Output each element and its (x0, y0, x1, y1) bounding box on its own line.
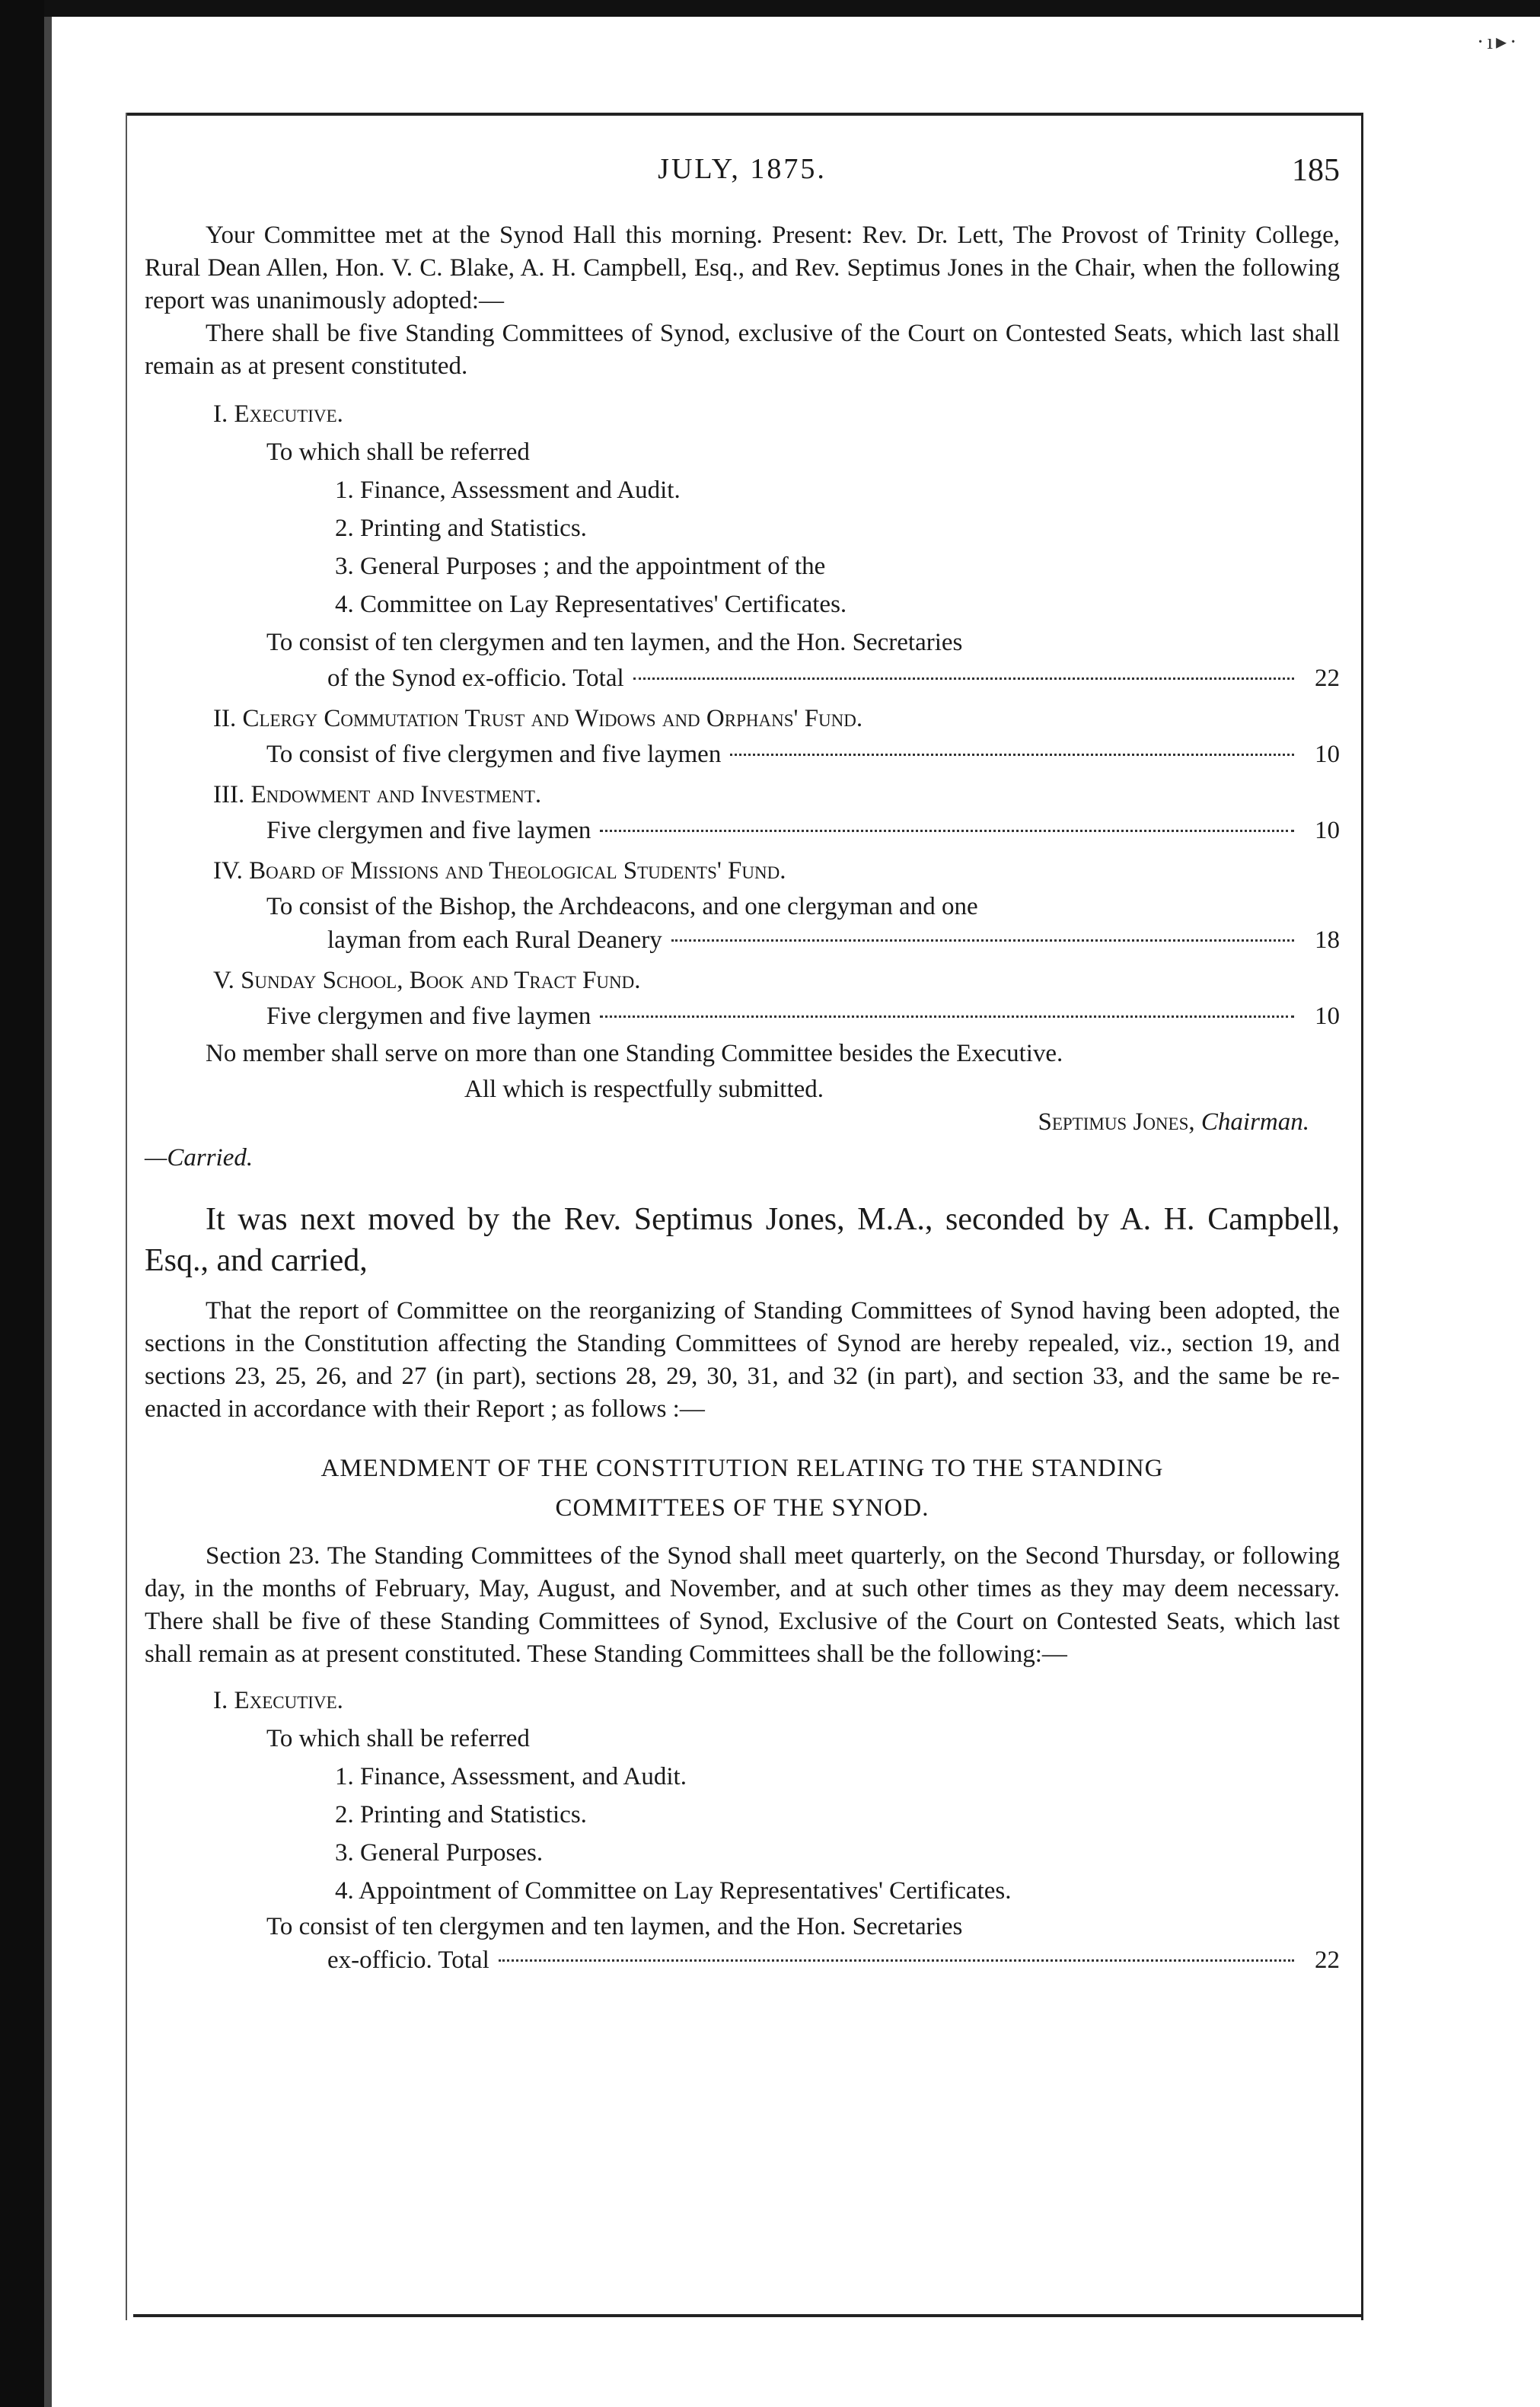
total-value: 10 (1315, 1003, 1340, 1030)
scan-top-edge (30, 0, 1540, 17)
consist-line: To consist of ten clergymen and ten laymen, and the Hon. Secretaries (266, 629, 963, 656)
amendment-heading-line-2: COMMITTEES OF THE SYNOD. (555, 1494, 929, 1522)
report-section-clergy-commutation (145, 700, 1340, 771)
standing-committees-paragraph: There shall be five Standing Committees of Synod, exclusive of the Court on Contested Seats, which last shall remain as at present constituted. (145, 320, 1340, 380)
list-item: 4. Committee on Lay Representatives' Certificates. (335, 591, 847, 618)
section-ref: To which shall be referred (266, 438, 530, 466)
list-item: 4. Appointment of Committee on Lay Representatives' Certificates. (335, 1877, 1012, 1905)
total-line: To consist of five clergymen and five laymen 10 (145, 738, 1340, 771)
total-line: Five clergymen and five laymen 10 (145, 814, 1340, 847)
total-value: 18 (1315, 926, 1340, 954)
consist-line: To consist of ten clergymen and ten laymen, and the Hon. Secretaries (266, 1913, 963, 1940)
report-section-board-of-missions (145, 852, 1340, 957)
section-title: V. Sunday School, Book and Tract Fund. (213, 967, 641, 994)
consist-line: To consist of the Bishop, the Archdeacons, and one clergyman and one (266, 893, 978, 920)
signature-role: Chairman. (1200, 1108, 1309, 1136)
amendment-section-executive (145, 1682, 1340, 1977)
section-title: I. Executive. (213, 400, 343, 428)
signature-name: Septimus Jones, (1038, 1108, 1195, 1136)
scan-speck: ·ı▸· (1477, 30, 1520, 54)
resolution-paragraph: That the report of Committee on the reorganizing of Standing Committees of Synod having been adopted, the sections in the Constitution affecting the Standing Committees of Synod are hereby repealed, viz., section 19, and sections 23, 25, 26, and 27 (in part), sections 28, 29, 30, 31, and 32 (in part), and section 33, and the same be re-enacted in accordance with their Report ; as follows :— (145, 1297, 1340, 1423)
section-23-paragraph: Section 23. The Standing Committees of the Synod shall meet quarterly, on the Second Thursday, or following day, in the months of February, May, August, and November, and at such other times as they may deem necessary. There shall be five of these Standing Committees of Synod, Exclusive of the Court on Contested Seats, which last shall remain as at present constituted. These Standing Committees shall be the following:— (145, 1542, 1340, 1668)
total-value: 10 (1315, 817, 1340, 844)
section-title: I. Executive. (213, 1687, 343, 1714)
scan-binding-edge (0, 0, 44, 2407)
list-item: 2. Printing and Statistics. (335, 1801, 587, 1828)
report-section-sunday-school (145, 961, 1340, 1033)
list-item: 3. General Purposes ; and the appointment of the (335, 553, 826, 580)
list-item: 1. Finance, Assessment, and Audit. (335, 1763, 687, 1790)
list-item: 2. Printing and Statistics. (335, 515, 587, 542)
report-section-executive (145, 395, 1340, 695)
carried-note: —Carried. (145, 1144, 253, 1172)
list-item: 3. General Purposes. (335, 1839, 544, 1867)
page-content (145, 152, 1340, 1977)
section-ref: To which shall be referred (266, 1725, 530, 1752)
total-line: ex-officio. Total 22 (145, 1943, 1340, 1977)
total-value: 22 (1315, 1946, 1340, 1974)
signature (145, 1106, 1340, 1139)
list-item: 1. Finance, Assessment and Audit. (335, 477, 681, 504)
amendment-heading-line-1: AMENDMENT OF THE CONSTITUTION RELATING TO THE STANDING (320, 1455, 1164, 1482)
section-title: II. Clergy Commutation Trust and Widows and Orphans' Fund. (213, 705, 863, 732)
report-section-endowment (145, 776, 1340, 847)
section-title: III. Endowment and Investment. (213, 781, 542, 808)
motion-paragraph: It was next moved by the Rev. Septimus Jones, M.A., seconded by A. H. Campbell, Esq., and carried, (145, 1202, 1340, 1278)
section-title: IV. Board of Missions and Theological Students' Fund. (213, 857, 786, 885)
total-value: 22 (1315, 665, 1340, 692)
header-date: JULY, 1875. (658, 153, 827, 185)
running-header (145, 152, 1340, 198)
committee-meeting-paragraph: Your Committee met at the Synod Hall this morning. Present: Rev. Dr. Lett, The Provost of Trinity College, Rural Dean Allen, Hon. V. C. Blake, A. H. Campbell, Esq., and Rev. Septimus Jones in the Chair, when the following report was unanimously adopted:— (145, 222, 1340, 314)
page-frame-bottom (133, 2314, 1363, 2317)
total-value: 10 (1315, 741, 1340, 768)
total-line: Five clergymen and five laymen 10 (145, 999, 1340, 1033)
total-line: of the Synod ex-officio. Total 22 (145, 662, 1340, 695)
no-member-paragraph: No member shall serve on more than one Standing Committee besides the Executive. (206, 1040, 1063, 1067)
page-frame-top (126, 113, 1363, 116)
page-frame-right (1361, 113, 1363, 2320)
scan-binding-shadow (44, 17, 52, 2407)
submitted-line: All which is respectfully submitted. (464, 1076, 824, 1103)
page-number: 185 (1292, 153, 1340, 188)
page-frame-left (126, 113, 127, 2320)
total-line: layman from each Rural Deanery 18 (145, 923, 1340, 957)
